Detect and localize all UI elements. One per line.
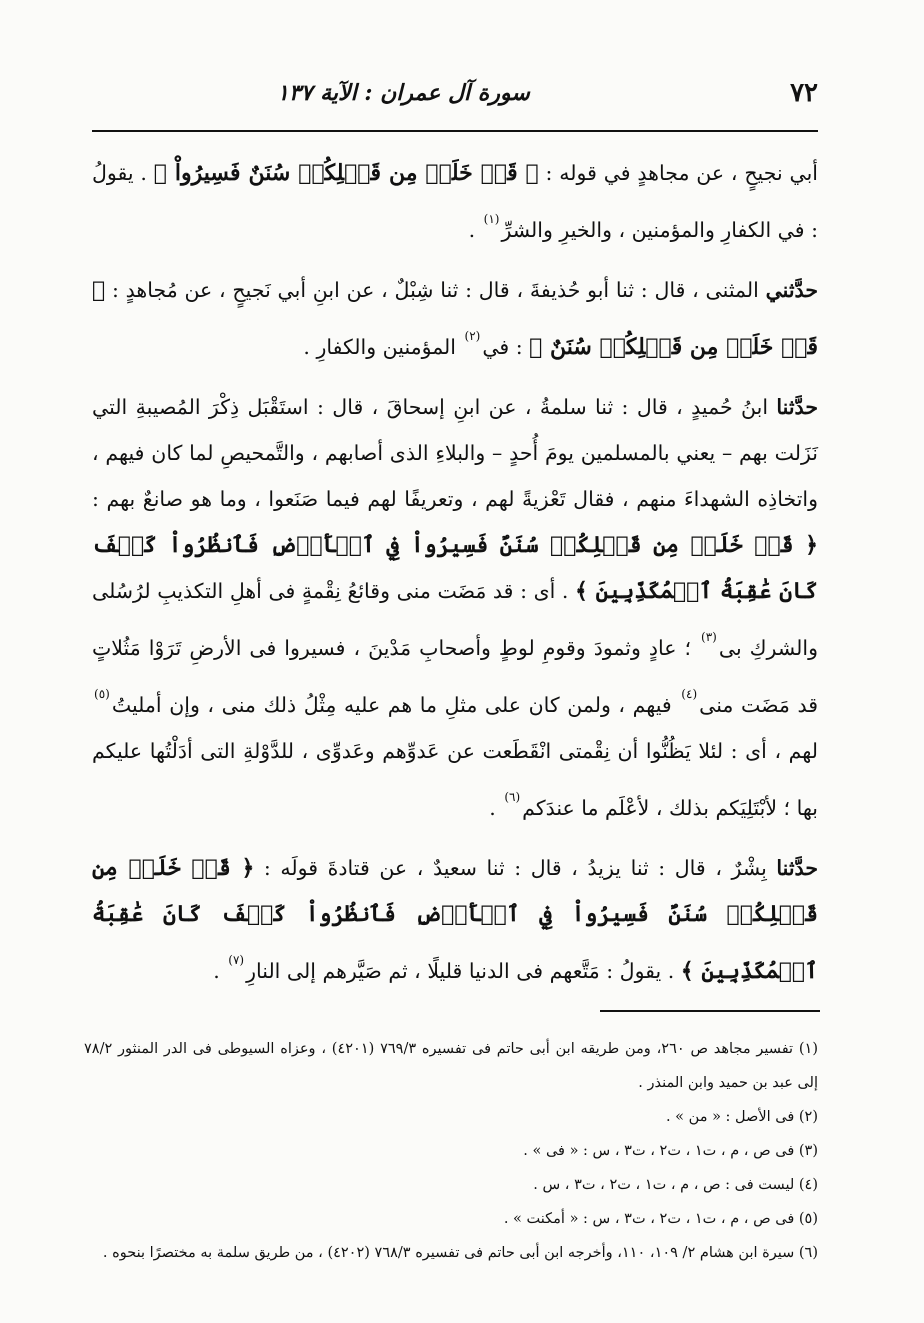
isnad-lead: حدَّثنا [776,395,818,419]
text-segment: فيهم ، ولمن كان على مثلِ ما هم عليه مِثْلُ ذلك منى ، وإن أمليتُ [111,693,680,717]
footnote-3: (٣) فى ص ، م ، ت١ ، ت٢ ، ت٣ ، س : « فى » . [523,1143,818,1159]
text-segment: . [213,959,227,983]
header-divider [92,130,818,132]
text-segment: بِشْرٌ ، قال : ثنا يزيدُ ، قال : ثنا سعيدٌ ، عن قتادةَ قولَه : [254,856,777,880]
footnote-6: (٦) سيرة ابن هشام ٢/ ١٠٩، ١١٠، وأخرجه ابن أبى حاتم فى تفسيره ٧٦٨/٣ (٤٢٠٢) ، من طريق سلمة به مختصرًا بنحوه . [102,1245,818,1261]
text-segment: . يقولُ : في الكفارِ والمؤمنين ، والخيرِ والشرِّ [92,161,818,242]
footnote-marker[interactable]: (٢) [464,329,481,343]
footnote-marker[interactable]: (١) [483,212,500,226]
text-segment: . [489,796,503,820]
isnad-lead: حدَّثني [765,278,818,302]
paragraph-3 [92,384,818,831]
text-segment: ابنُ حُميدٍ ، قال : ثنا سلمةُ ، عن ابنِ إسحاقَ ، قال : استَقْبَل ذِكْرَ المُصيبةِ التي نَزَلت بهم – يعني بالمسلمين يومَ أُحدٍ – والبلاءِ الذى أصابهم ، والتَّمحيصِ لما كان فيهم ، واتخاذِه الشهداءَ منهم ، فقال تَعْزيةً لهم ، وتعريفًا لهم فيما صَنَعوا ، وما هو صانعٌ بهم : [92,395,818,511]
text-segment: . أى : قد مَضَت منى وقائعُ نِقْمةٍ فى أهلِ التكذيبِ لرُسُلى والشركِ بى [92,579,818,660]
paragraph-1 [92,150,818,253]
text-segment: . يقولُ : مَتَّعهم فى الدنيا قليلًا ، ثم صَيَّرهم إلى النارِ [246,959,681,983]
quran-quote: ﴿ قَدۡ خَلَتۡ مِن قَبۡلِكُمۡ سُنَنٌ ﴾ [92,277,818,360]
text-segment: المثنى ، قال : ثنا أبو حُذيفةَ ، قال : ثنا شِبْلٌ ، عن ابنِ أبي نَجيحٍ ، عن مُجاهدٍ : [105,278,766,302]
paragraph-2 [92,267,818,370]
text-segment: لهم ، أى : لئلا يَظُنُّوا أن نِقْمتى انْقَطَعت عن عَدوِّهم وعَدوِّى ، للدَّوْلةِ التى أدَلْتُها عليكم بها ؛ لأبْتَلِيَكم بذلك ، لأعْلَم ما عندَكم [92,739,818,820]
text-segment: ؛ عادٍ وثمودَ وقومِ لوطٍ وأصحابِ مَدْينَ ، فسيروا فى الأرضِ تَرَوْا مَثُلاتٍ قد مَضَت منى [92,636,818,717]
paragraph-4 [92,845,818,994]
quran-quote: ﴿ قَدۡ خَلَتۡ مِن قَبۡلِكُمۡ سُنَنٌ فَسِيرُواْ فِي ٱلۡأَرۡضِ فَٱنظُرُواْ كَيۡفَ كَانَ عَٰقِبَةُ ٱلۡمُكَذِّبِينَ ﴾ [92,855,818,984]
footnote-marker[interactable]: (٥) [94,687,110,701]
footnotes [84,1032,818,1270]
running-header [92,70,818,120]
main-text [92,150,818,1008]
footnote-2: (٢) فى الأصل : « من » . [665,1109,818,1125]
footnote-marker[interactable]: (٧) [228,953,245,967]
footnote-marker[interactable]: (٦) [504,790,521,804]
isnad-lead: حدَّثنا [776,856,818,880]
footnote-1: (١) تفسير مجاهد ص ٢٦٠، ومن طريقه ابن أبى حاتم فى تفسيره ٧٦٩/٣ (٤٢٠١) ، وعزاه السيوطى فى الدر المنثور ٧٨/٢ إلى عبد بن حميد وابن المنذر . [84,1041,818,1091]
footnote-4: (٤) ليست فى : ص ، م ، ت١ ، ت٢ ، ت٣ ، س . [533,1177,818,1193]
footnote-marker[interactable]: (٣) [701,630,717,644]
footnote-marker[interactable]: (٤) [681,687,698,701]
text-segment: . [468,218,482,242]
text-segment: أبي نجيحٍ ، عن مجاهدٍ في قوله : [538,161,818,185]
quran-quote: ﴿ قَدۡ خَلَتۡ مِن قَبۡلِكُمۡ سُنَنٌ فَسِيرُواْ فِي ٱلۡأَرۡضِ فَٱنظُرُواْ كَيۡفَ كَانَ عَٰقِبَةُ ٱلۡمُكَذِّبِينَ ﴾ [92,532,819,604]
quran-quote: ﴿ قَدۡ خَلَتۡ مِن قَبۡلِكُمۡ سُنَنٌ فَسِيرُواْ ﴾ [153,160,539,186]
surah-verse-title: سورة آل عمران : الآية ١٣٧ [277,80,530,106]
page-number: ٧٢ [790,78,818,108]
footnote-divider [600,1010,820,1012]
text-segment: : في [482,335,530,359]
text-segment: المؤمنين والكفارِ . [303,335,463,359]
footnote-5: (٥) فى ص ، م ، ت١ ، ت٢ ، ت٣ ، س : « أمكنت » . [503,1211,818,1227]
